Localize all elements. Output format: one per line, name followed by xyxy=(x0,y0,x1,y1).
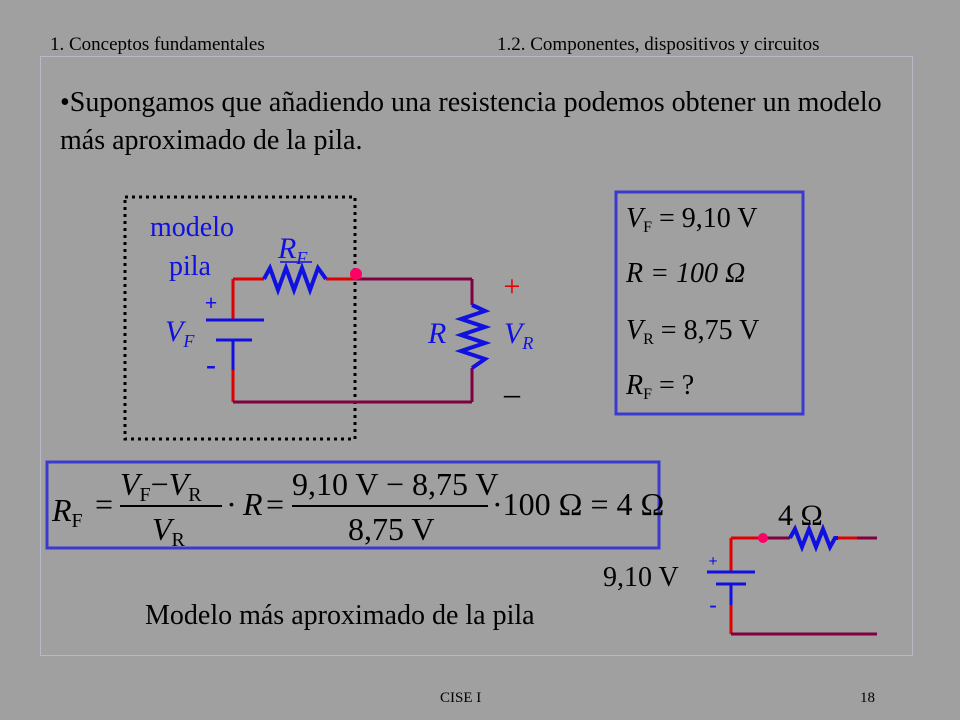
model-voltage-label: 9,10 V xyxy=(603,562,679,593)
vr-minus-sign: – xyxy=(504,375,520,411)
formula-numeric-denominator: 8,75 V xyxy=(348,511,435,547)
model-plus-sign: + xyxy=(708,553,718,570)
model-label-line2: pila xyxy=(169,251,211,282)
node-dot xyxy=(350,268,362,280)
formula-times-r: · R xyxy=(227,486,263,522)
model-circuit-wires xyxy=(731,538,877,634)
formula-numeric-numerator: 9,10 V − 8,75 V xyxy=(292,466,499,502)
rf-resistor-symbol xyxy=(264,268,326,290)
model-node-dot xyxy=(758,533,768,543)
header-section: 1.2. Componentes, dispositivos y circuitos xyxy=(497,34,820,55)
model-minus-sign: - xyxy=(709,592,717,617)
formula-result: ·100 Ω = 4 Ω xyxy=(492,486,665,522)
footer-course: CISE I xyxy=(440,690,482,706)
vr-plus-sign: + xyxy=(503,270,521,303)
value-vr: VR = 8,75 V xyxy=(626,315,760,348)
formula-lhs: RF xyxy=(52,492,83,532)
model-battery-symbol xyxy=(707,572,755,584)
vf-minus-sign: - xyxy=(206,348,216,381)
intro-text: •Supongamos que añadiendo una resistencia podemos obtener un modelo más aproximado de la pila. xyxy=(60,87,882,156)
formula-symbolic-numerator: VF−VR xyxy=(120,466,202,506)
header-chapter: 1. Conceptos fundamentales xyxy=(50,34,265,55)
model-caption: Modelo más aproximado de la pila xyxy=(145,600,535,631)
formula-symbolic-denominator: VR xyxy=(152,511,185,551)
model-label-line1: modelo xyxy=(150,212,234,243)
footer-page-number: 18 xyxy=(860,690,875,706)
r-load-label: R xyxy=(428,317,447,350)
value-vf: VF = 9,10 V xyxy=(626,203,758,236)
value-rf: RF = ? xyxy=(626,370,695,403)
battery-vf-symbol xyxy=(206,320,264,340)
r-load-resistor-symbol xyxy=(461,305,485,368)
vf-label: $V_F$ xyxy=(165,315,195,351)
vr-label: $V_R$ xyxy=(504,317,534,353)
value-r: R = 100 Ω xyxy=(626,258,746,289)
vf-plus-sign: + xyxy=(204,290,218,315)
model-resistor-label: 4 Ω xyxy=(778,499,823,532)
formula-eq-1: = xyxy=(95,486,114,522)
formula-eq-2: = xyxy=(266,486,285,522)
rf-label: $R_F$ xyxy=(278,232,308,268)
